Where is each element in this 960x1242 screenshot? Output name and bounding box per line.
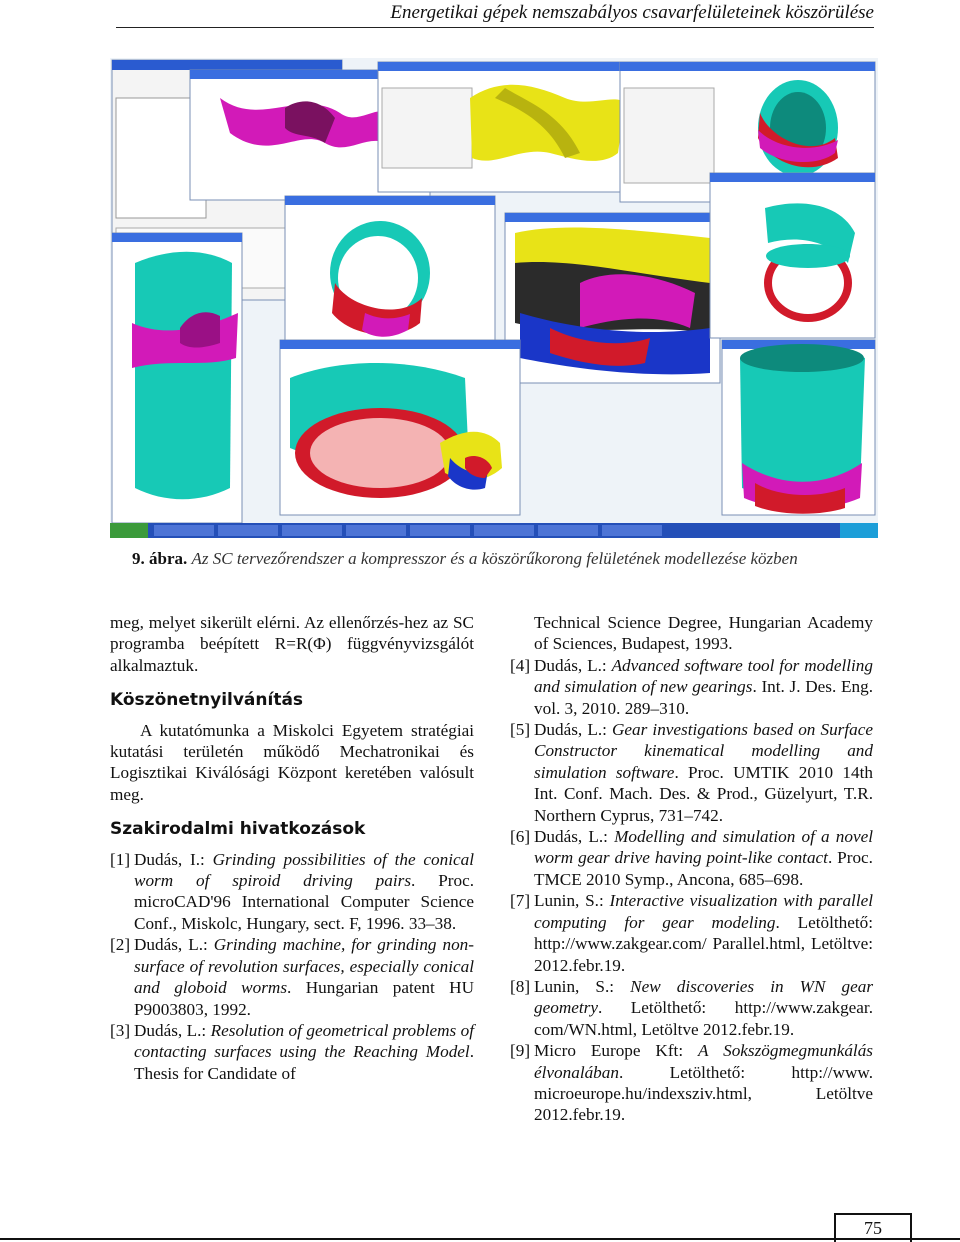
figure-caption-text: Az SC tervezőrendszer a kompresszor és a köszörűkorong felületének modellezése közben xyxy=(191,549,798,568)
reference-title: Grinding machine, for grinding non-surface of revolution surfaces, especially conical and globoid worms xyxy=(134,935,474,998)
reference-continuation: Technical Science Degree, Hungarian Academy of Sciences, Budapest, 1993. xyxy=(534,613,873,654)
reference-rest: . Hungarian patent HU P9003803, 1992. xyxy=(134,978,474,1019)
acknowledgement-heading: Köszönetnyilvánítás xyxy=(110,690,304,711)
left-column xyxy=(110,612,474,1084)
reference-number: [9] xyxy=(510,1041,531,1061)
reference-author: Dudás, L.: xyxy=(134,1020,211,1040)
references-list-left xyxy=(110,849,474,1084)
display-window-6 xyxy=(505,213,720,383)
reference-body xyxy=(534,719,873,826)
running-header-title: Energetikai gépek nemszabályos csavarfelületeinek köszörülése xyxy=(390,2,874,23)
header-rule xyxy=(116,27,874,28)
reference-title: Advanced software tool for modelling and simulation of new gearings xyxy=(534,655,873,697)
reference-number: [3] xyxy=(110,1020,131,1040)
reference-item xyxy=(510,890,873,976)
display-window-4 xyxy=(112,233,242,523)
reference-body xyxy=(534,1040,873,1126)
reference-author: Lunin, S.: xyxy=(534,976,631,996)
acknowledgement-paragraph: A kutatómunka a Miskolci Egyetem stratégiai kutatási területén működő Mechatronikai és Logisztikai Kiválósági Központ keretében valósult meg. xyxy=(110,720,474,804)
reference-item xyxy=(510,976,873,1040)
reference-number: [2] xyxy=(110,935,131,955)
display-window-9 xyxy=(722,340,875,515)
reference-author: Dudás, L.: xyxy=(534,720,612,740)
reference-rest: . Proc. TMCE 2010 Symp., Ancona, 685–698. xyxy=(534,848,873,889)
reference-body xyxy=(534,655,873,719)
display-window-5 xyxy=(285,196,495,356)
reference-title: Modelling and simulation of a novel worm gear drive having point-like contact xyxy=(534,827,873,868)
reference-title: New discoveries in WN gear geometry xyxy=(534,976,874,1018)
intro-paragraph: meg, melyet sikerült elérni. Az ellenőrzés-hez az SC programba beépített R=R(Φ) függvényvizsgálót alkalmaztuk. xyxy=(110,613,474,675)
references-list-right xyxy=(510,655,873,1126)
reference-rest: . Letölthető: http://www.zakgear. com/WN.html, Letöltve 2012.febr.19. xyxy=(534,998,873,1039)
reference-body xyxy=(134,1020,474,1084)
reference-item xyxy=(510,719,873,826)
reference-body xyxy=(134,934,474,1020)
reference-title: Gear investigations based on Surface Constructor kinematical modelling and simulation software xyxy=(534,720,873,782)
reference-title: A Sokszögmegmunkálás élvonalában xyxy=(534,1041,873,1082)
reference-number: [4] xyxy=(510,655,531,675)
reference-author: Micro Europe Kft: xyxy=(534,1041,699,1061)
reference-author: Dudás, I.: xyxy=(134,849,213,869)
reference-number: [8] xyxy=(510,976,531,996)
figure-graphic xyxy=(110,58,878,538)
display-window-8 xyxy=(280,340,520,515)
reference-item xyxy=(110,1020,474,1084)
page-number: 75 xyxy=(834,1213,912,1242)
reference-rest: . Letölthető: http://www.zakgear.com/ Parallel.html, Letöltve: 2012.febr.19. xyxy=(534,912,873,975)
reference-number: [1] xyxy=(110,849,131,869)
reference-title: Resolution of geometrical problems of contacting surfaces using the Reaching Model xyxy=(134,1020,474,1062)
reference-author: Dudás, L.: xyxy=(534,655,612,675)
figure-screenshot xyxy=(110,58,878,538)
reference-author: Dudás, L.: xyxy=(134,935,214,955)
reference-item xyxy=(110,849,474,935)
figure-caption-number: 9. ábra. xyxy=(132,549,188,568)
reference-body xyxy=(534,976,873,1040)
reference-number: [7] xyxy=(510,891,531,911)
reference-item xyxy=(510,1040,873,1126)
reference-rest: . Proc. microCAD'96 International Computer Science Conf., Miskolc, Hungary, sect. F, 1996. 33–38. xyxy=(134,871,474,933)
reference-item xyxy=(110,934,474,1020)
right-column xyxy=(510,612,873,1126)
reference-item xyxy=(510,655,873,719)
reference-item xyxy=(510,826,873,890)
reference-rest: . Letölthető: http://www. microeurope.hu/indexsziv.html, Letöltve 2012.febr.19. xyxy=(534,1062,873,1125)
references-heading: Szakirodalmi hivatkozások xyxy=(110,819,366,840)
reference-rest: . Thesis for Candidate of xyxy=(134,1042,474,1083)
reference-author: Dudás, L.: xyxy=(534,827,615,847)
reference-number: [5] xyxy=(510,720,531,740)
reference-title: Interactive visualization with parallel computing for gear modeling xyxy=(534,891,874,932)
running-header xyxy=(0,0,960,30)
reference-number: [6] xyxy=(510,827,531,847)
reference-body xyxy=(134,849,474,935)
display-window-7 xyxy=(710,173,875,338)
display-window-2 xyxy=(378,62,628,192)
reference-author: Lunin, S.: xyxy=(534,891,610,911)
reference-rest: . Proc. UMTIK 2010 14th Int. Conf. Mach. Des. & Prod., Güzelyurt, T.R. Northern Cyprus, 731–742. xyxy=(534,762,873,825)
reference-body xyxy=(534,890,873,976)
reference-rest: . Int. J. Des. Eng. vol. 3, 2010. 289–310. xyxy=(534,677,873,718)
reference-title: Grinding possibilities of the conical worm of spiroid driving pairs xyxy=(134,849,474,891)
footer-rule xyxy=(0,1238,960,1240)
reference-body xyxy=(534,826,873,890)
figure-caption xyxy=(132,549,798,569)
